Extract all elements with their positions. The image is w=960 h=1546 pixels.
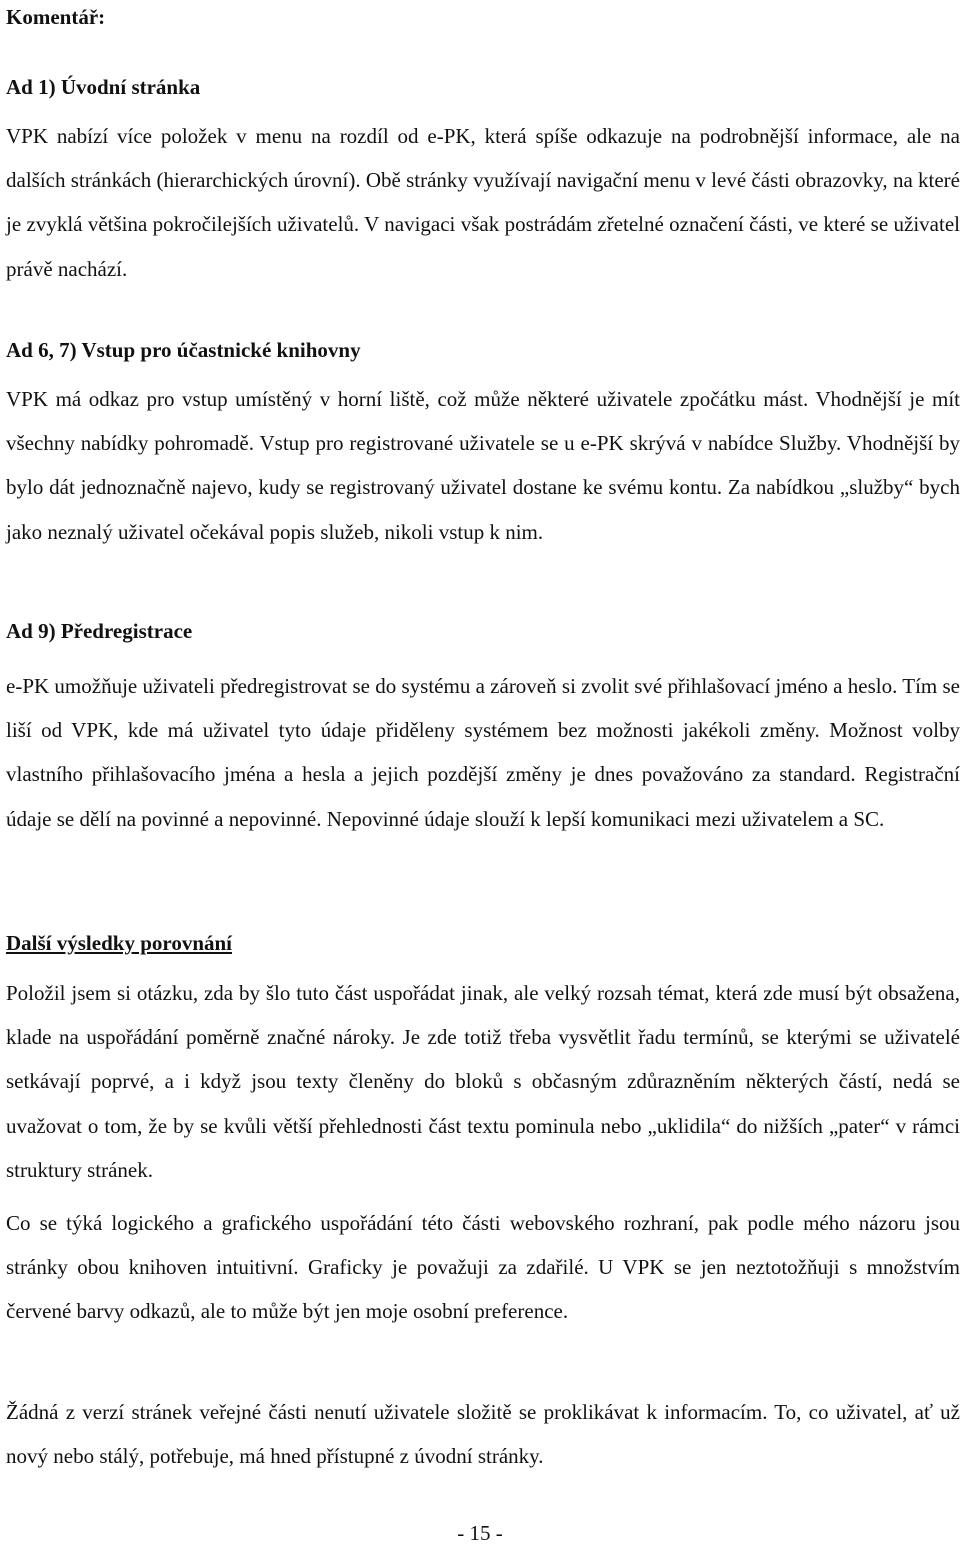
paragraph-dalsi-vysledky-2: Co se týká logického a grafického uspořádání této části webovského rozhraní, pak podle mého názoru jsou stránky obou knihoven intuitivní. Graficky je považuji za zdařilé. U VPK se jen neztotožňuji s množstvím červené barvy odkazů, ale to může být jen moje osobní preference. bbox=[6, 1211, 960, 1324]
paragraph-dalsi-vysledky-3: Žádná z verzí stránek veřejné části nenutí uživatele složitě se proklikávat k informacím. To, co uživatel, ať už nový nebo stálý, potřebuje, má hned přístupné z úvodní stránky. bbox=[6, 1400, 960, 1469]
section-heading-vstup: Ad 6, 7) Vstup pro účastnické knihovny bbox=[6, 338, 361, 362]
paragraph-vstup: VPK má odkaz pro vstup umístěný v horní liště, což může některé uživatele zpočátku mást. Vhodnější je mít všechny nabídky pohromadě. Vstup pro registrované uživatele se u e-PK skrývá v nabídce Služby. Vhodnější by bylo dát jednoznačně najevo, kudy se registrovaný uživatel dostane ke svému kontu. Za nabídkou „služby“ bych jako neznalý uživatel očekával popis služeb, nikoli vstup k nim. bbox=[6, 387, 960, 544]
section-heading-uvodni-stranka: Ad 1) Úvodní stránka bbox=[6, 75, 201, 99]
paragraph-uvodni-stranka: VPK nabízí více položek v menu na rozdíl od e-PK, která spíše odkazuje na podrobnější informace, ale na dalších stránkách (hierarchických úrovní). Obě stránky využívají navigační menu v levé části obrazovky, na které je zvyklá většina pokročilejších uživatelů. V navigaci však postrádám zřetelné označení části, ve které se uživatel právě nachází. bbox=[6, 124, 960, 281]
paragraph-predregistrace: e-PK umožňuje uživateli předregistrovat se do systému a zároveň si zvolit své přihlašovací jméno a heslo. Tím se liší od VPK, kde má uživatel tyto údaje přiděleny systémem bez možnosti jakékoli změny. Možnost volby vlastního přihlašovacího jména a hesla a jejich pozdější změny je dnes považováno za standard. Registrační údaje se dělí na povinné a nepovinné. Nepovinné údaje slouží k lepší komunikaci mezi uživatelem a SC. bbox=[6, 674, 960, 831]
section-heading-dalsi-vysledky: Další výsledky porovnání bbox=[6, 931, 233, 955]
page-number: - 15 - bbox=[457, 1521, 503, 1545]
section-heading-predregistrace: Ad 9) Předregistrace bbox=[6, 619, 193, 643]
paragraph-dalsi-vysledky-1: Položil jsem si otázku, zda by šlo tuto část uspořádat jinak, ale velký rozsah témat, která zde musí být obsažena, klade na uspořádání poměrně značné nároky. Je zde totiž třeba vysvětlit řadu termínů, se kterými se uživatelé setkávají poprvé, a i když jsou texty členěny do bloků s občasným zdůrazněním některých částí, nedá se uvažovat o tom, že by se kvůli větší přehlednosti část textu pominula nebo „uklidila“ do nižších „pater“ v rámci struktury stránek. bbox=[6, 981, 960, 1182]
comment-title: Komentář: bbox=[6, 5, 106, 29]
